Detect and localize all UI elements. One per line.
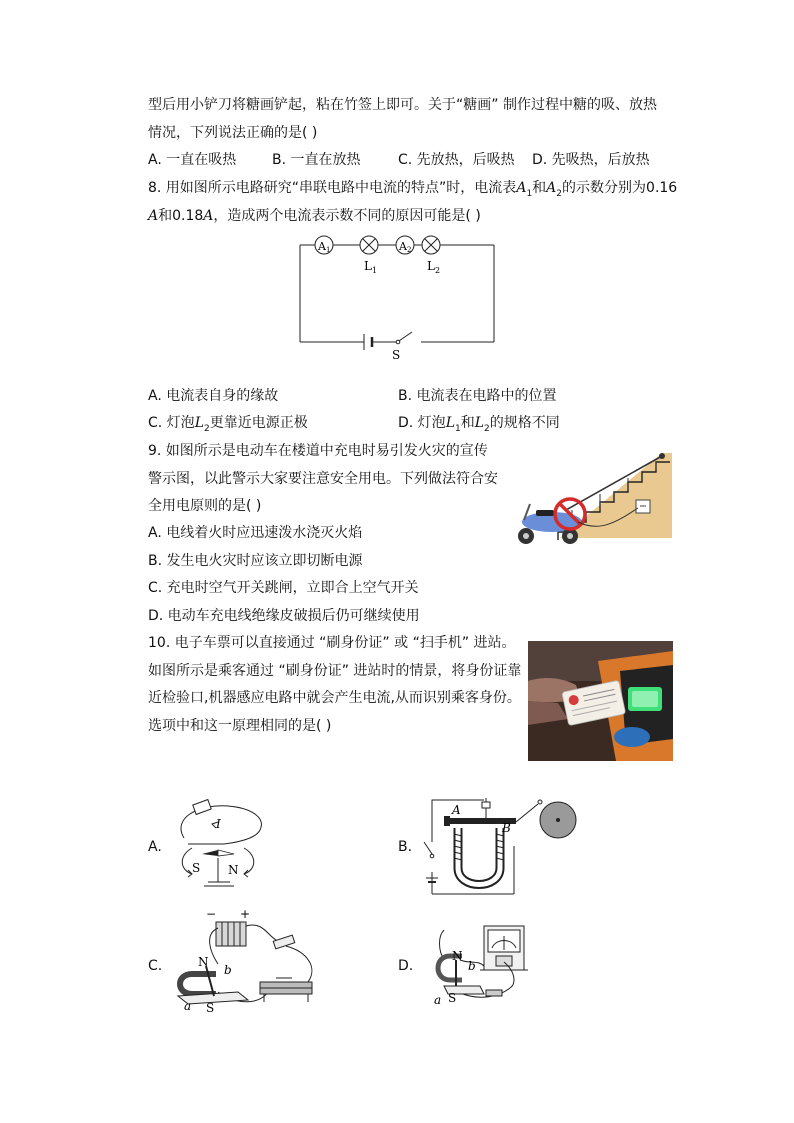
- svg-text:A: A: [452, 803, 461, 817]
- svg-text:A: A: [399, 240, 407, 253]
- svg-text:N: N: [198, 955, 209, 969]
- q7-option-c: C. 先放热，后吸热: [398, 152, 515, 168]
- q10-option-a-label: A.: [148, 839, 162, 855]
- q9-line2: 警示图，以此警示大家要注意安全用电。下列做法符合安: [148, 471, 498, 487]
- q10-figure-d-induction-apparatus: [420, 920, 540, 1010]
- svg-text:N: N: [452, 949, 463, 963]
- svg-text:I: I: [216, 817, 221, 831]
- svg-text:2: 2: [435, 266, 441, 275]
- q10-line2: 如图所示是乘客通过 “刷身份证” 进站时的情景，将身份证靠: [148, 663, 522, 679]
- svg-text:N: N: [228, 863, 239, 877]
- q10-figure-a-oersted: [168, 798, 272, 894]
- switch-symbol: [396, 332, 412, 344]
- q10-option-c-label: C.: [148, 958, 163, 974]
- q8-option-b: B. 电流表在电路中的位置: [398, 388, 557, 404]
- svg-text:S: S: [448, 991, 457, 1005]
- q10-line4: 选项中和这一原理相同的是( ): [148, 718, 332, 734]
- lamp-l1-label: L: [364, 259, 372, 273]
- q7-option-d: D. 先吸热，后放热: [532, 152, 650, 168]
- q7-option-a: A. 一直在吸热: [148, 152, 237, 168]
- q9-line1: 9. 如图所示是电动车在楼道中充电时易引发火灾的宣传: [148, 443, 488, 459]
- svg-text:A: A: [318, 240, 326, 253]
- svg-text:2: 2: [407, 246, 412, 254]
- svg-text:S: S: [192, 861, 201, 875]
- svg-text:a: a: [434, 993, 442, 1007]
- q9-option-c: C. 充电时空气开关跳闸，立即合上空气开关: [148, 580, 419, 596]
- q9-line3: 全用电原则的是( ): [148, 498, 262, 514]
- q10-line1: 10. 电子车票可以直接通过 “刷身份证” 或 “扫手机” 进站。: [148, 635, 516, 651]
- svg-text:−: −: [206, 908, 217, 921]
- svg-text:b: b: [224, 963, 232, 977]
- q10-line3: 近检验口,机器感应电路中就会产生电流,从而识别乘客身份。: [148, 690, 521, 706]
- q8-circuit-diagram: [296, 232, 498, 364]
- ammeter-a2-symbol: [396, 236, 414, 254]
- battery-symbol: [364, 334, 372, 350]
- q10-option-b-label: B.: [398, 839, 413, 855]
- q10-option-d-label: D.: [398, 958, 414, 974]
- q8-line1: 8. 用如图所示电路研究“串联电路中电流的特点”时，电流表$A_1$和$A_2$的示数分别为0.16: [148, 180, 678, 199]
- q9-option-a: A. 电线着火时应迅速泼水浇灭火焰: [148, 525, 363, 541]
- q7-option-b: B. 一直在放热: [272, 152, 361, 168]
- svg-text:1: 1: [326, 246, 331, 254]
- ebike-stairwell-warning-image: [512, 448, 674, 550]
- lamp-l1-symbol: [360, 236, 378, 254]
- id-card-scan-photo: [528, 641, 673, 761]
- svg-text:S: S: [206, 1001, 215, 1012]
- q8-option-d: D. 灯泡$L_1$和$L_2$的规格不同: [398, 415, 560, 434]
- svg-text:a: a: [184, 999, 192, 1012]
- q8-option-c: C. 灯泡$L_2$更靠近电源正极: [148, 415, 308, 434]
- q10-figure-b-electric-bell: [420, 794, 580, 898]
- q8-line2: A和0.18A，造成两个电流表示数不同的原因可能是( ): [148, 208, 481, 224]
- ammeter-a1-symbol: [315, 236, 333, 254]
- svg-text:B: B: [502, 821, 511, 835]
- svg-text:b: b: [468, 959, 476, 973]
- lamp-l2-symbol: [422, 236, 440, 254]
- svg-text:1: 1: [372, 266, 378, 275]
- lamp-l2-label: L: [427, 259, 435, 273]
- q10-figure-c-motor-apparatus: [168, 908, 326, 1012]
- q9-option-d: D. 电动车充电线绝缘皮破损后仍可继续使用: [148, 608, 420, 624]
- q9-option-b: B. 发生电火灾时应该立即切断电源: [148, 553, 363, 569]
- q8-option-a: A. 电流表自身的缘故: [148, 388, 279, 404]
- svg-text:+: +: [240, 908, 251, 921]
- q7-line2: 情况，下列说法正确的是( ): [148, 125, 318, 141]
- switch-label: S: [392, 348, 401, 362]
- q7-line1: 型后用小铲刀将糖画铲起，粘在竹签上即可。关于“糖画” 制作过程中糖的吸、放热: [148, 97, 657, 113]
